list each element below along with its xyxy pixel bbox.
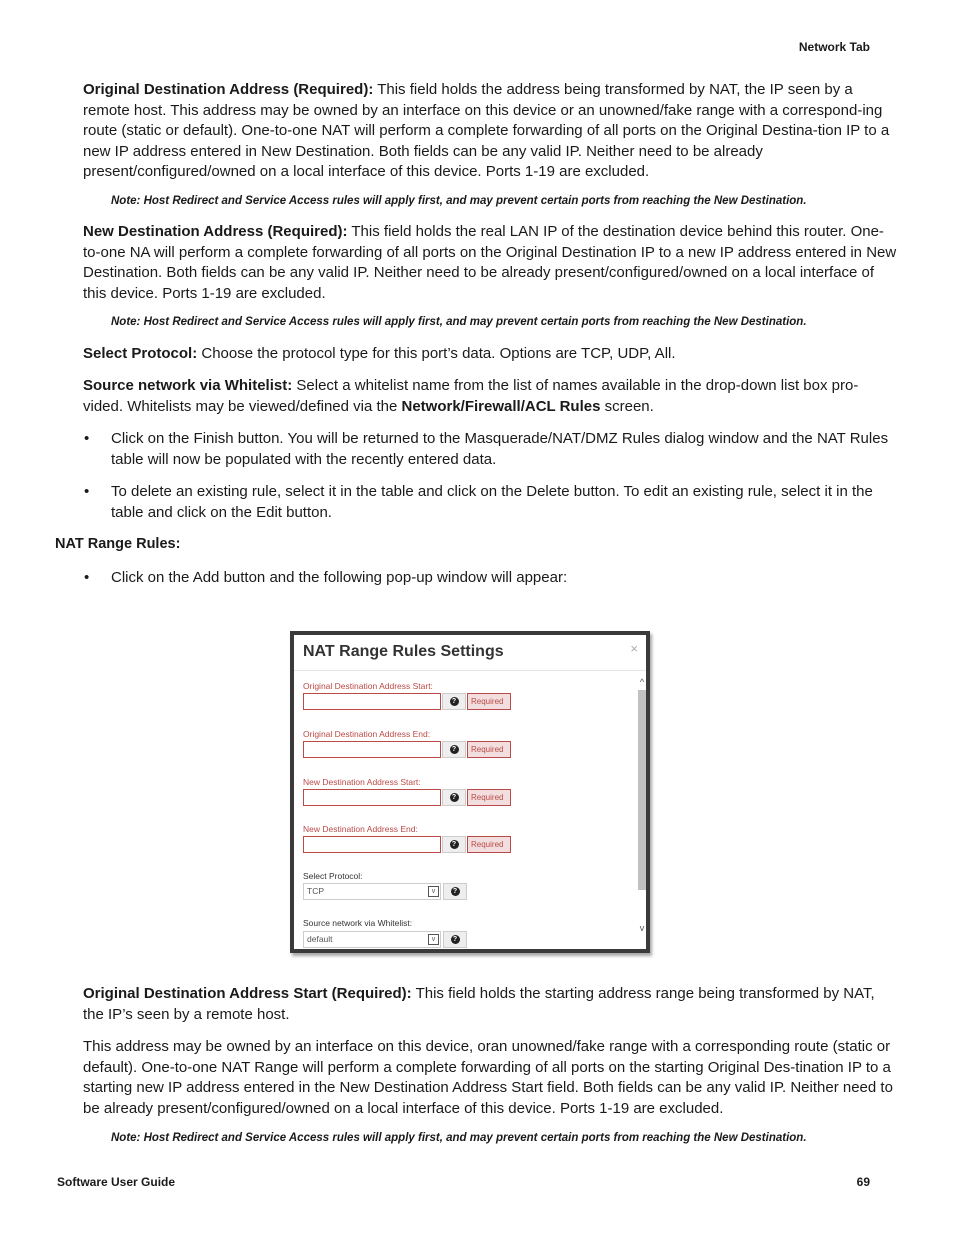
paragraph-source-whitelist (83, 376, 898, 417)
paragraph-select-protocol (83, 344, 898, 365)
dialog-title: NAT Range Rules Settings (303, 643, 504, 660)
note-host-redirect: Note: Host Redirect and Service Access rules will apply first, and may prevent certain ports from reaching the New Destination. (111, 316, 807, 328)
bullet-text: Click on the Finish button. You will be returned to the Masquerade/NAT/DMZ Rules dialog window and the NAT Rules table will now be populated with the recently entered data. (111, 430, 889, 468)
select-value: default (307, 934, 333, 944)
bullet-mark: • (84, 483, 90, 500)
term-label: Select Protocol: (83, 345, 198, 362)
running-header: Network Tab (798, 40, 870, 54)
required-badge: Required (467, 836, 511, 853)
question-icon: ? (450, 697, 459, 706)
menu-path: Network/Firewall/ACL Rules (401, 397, 601, 415)
scroll-up-icon[interactable]: ^ (639, 677, 645, 687)
bullet-text: Click on the Add button and the following pop-up window will appear: (111, 569, 568, 586)
field-label: Select Protocol: (303, 871, 363, 881)
paragraph-new-destination (83, 222, 898, 304)
term-label: Original Destination Address (Required): (83, 81, 374, 98)
field-label: Original Destination Address Start: (303, 681, 433, 691)
field-label: Source network via Whitelist: (303, 918, 413, 928)
page-number: 69 (856, 1175, 870, 1189)
section-subheading: NAT Range Rules: (55, 536, 181, 552)
close-icon[interactable]: × (630, 641, 638, 656)
select-value: TCP (307, 886, 324, 896)
paragraph-text: This field holds the real LAN IP of the destination device behind this router. One-to-one NA will perform a complete forwarding of all ports on the Original Destination IP to a new IP address entered in New Destination. Both fields can be any valid IP. Neither need to be already present/configured/owned on a local interface of this device. Ports 1-19 are excluded. (83, 223, 897, 302)
help-button[interactable] (442, 789, 466, 806)
question-icon: ? (450, 745, 459, 754)
required-badge: Required (467, 693, 511, 710)
bullet-mark: • (84, 569, 90, 586)
original-destination-start-input[interactable] (303, 693, 441, 710)
paragraph-range-description: This address may be owned by an interface on this device, oran unowned/fake range with a corresponding route (static or default). One-to-one NAT Range will perform a complete forwarding of all ports on the starting Original Des-tination IP to a starting new IP address entered in the New Destination Address Start field. Both fields can be any valid IP. Neither need to be already present/configured/owned on a local interface of this device. Ports 1-19 are excluded. (83, 1038, 893, 1117)
original-destination-end-input[interactable] (303, 741, 441, 758)
chevron-down-icon: v (428, 934, 439, 945)
note-host-redirect: Note: Host Redirect and Service Access rules will apply first, and may prevent certain ports from reaching the New Destination. (111, 1132, 807, 1144)
paragraph-text: This field holds the address being transformed by NAT, the IP seen by a remote host. This address may be owned by an interface on this device or an unowned/fake range with a correspond-ing route (static or default). One-to-one NAT will perform a complete forwarding of all ports on the Original Destina-tion IP to a new IP address entered in New Destination. Both fields can be any valid IP. Neither need to be already present/configured/owned on a local interface of this device. Ports 1-19 are excluded. (83, 81, 890, 180)
required-badge: Required (467, 741, 511, 758)
term-label: New Destination Address (Required): (83, 223, 348, 240)
field-label: Original Destination Address End: (303, 729, 431, 739)
help-button[interactable] (442, 836, 466, 853)
scroll-thumb[interactable] (638, 690, 646, 890)
field-label: New Destination Address Start: (303, 777, 421, 787)
paragraph-text: Select a whitelist name from the list of names available in the drop-down list box pro-vided. Whitelists may be viewed/defined via the (83, 377, 859, 415)
new-destination-end-input[interactable] (303, 836, 441, 853)
bullet-text: To delete an existing rule, select it in the table and click on the Delete button. To edit an existing rule, select it in the table and click on the Edit button. (111, 483, 873, 521)
required-badge: Required (467, 789, 511, 806)
dialog-divider (294, 670, 646, 671)
paragraph-original-destination (83, 80, 898, 183)
chevron-down-icon: v (428, 886, 439, 897)
paragraph-text: Choose the protocol type for this port’s data. Options are TCP, UDP, All. (201, 345, 676, 362)
protocol-select[interactable] (303, 883, 441, 900)
note-host-redirect: Note: Host Redirect and Service Access rules will apply first, and may prevent certain ports from reaching the New Destination. (111, 195, 807, 207)
footer-title: Software User Guide (57, 1175, 176, 1189)
nat-range-rules-dialog (290, 631, 650, 953)
whitelist-select[interactable] (303, 931, 441, 948)
bullet-mark: • (84, 430, 90, 447)
paragraph-original-destination-start (83, 984, 898, 1025)
dialog-scrollbar[interactable] (637, 675, 647, 937)
field-label: New Destination Address End: (303, 824, 418, 834)
paragraph-text: This field holds the starting address range being transformed by NAT, the IP’s seen by a remote host. (83, 985, 875, 1023)
term-label: Original Destination Address Start (Required): (83, 985, 412, 1002)
help-button[interactable] (442, 693, 466, 710)
help-button[interactable] (443, 931, 467, 948)
paragraph-text: screen. (604, 397, 654, 415)
help-button[interactable] (442, 741, 466, 758)
question-icon: ? (450, 840, 459, 849)
question-icon: ? (451, 887, 460, 896)
term-label: Source network via Whitelist: (83, 377, 293, 394)
question-icon: ? (451, 935, 460, 944)
help-button[interactable] (443, 883, 467, 900)
new-destination-start-input[interactable] (303, 789, 441, 806)
scroll-down-icon[interactable]: v (639, 923, 645, 933)
question-icon: ? (450, 793, 459, 802)
